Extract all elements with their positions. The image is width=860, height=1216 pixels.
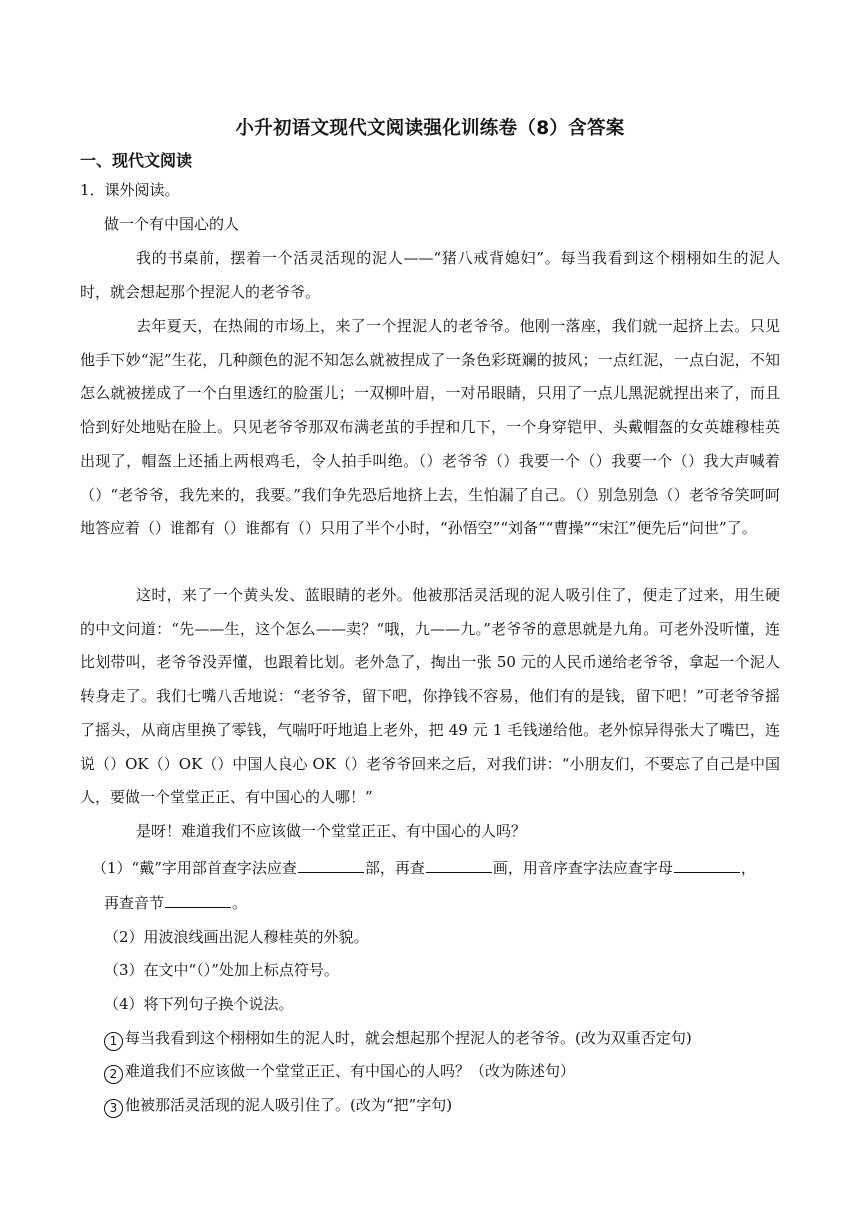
question-1-text-d: ，	[740, 859, 756, 877]
question-label: 1．课外阅读。	[80, 181, 180, 199]
paragraph-3: 这时，来了一个黄头发、蓝眼睛的老外。他被那活灵活现的泥人吸引住了，便走了过来，用生硬的中文问道：“先——生，这个怎么——卖？“哦，九——九。”老爷爷的意思就是九角。可老外没听懂，连比划带叫，老爷爷没弄懂，也跟着比划。老外急了，掏出一张 50 元的人民币递给老爷爷，拿起一个泥人转身走了。我们七嘴八舌地说：“老爷爷，留下吧，你挣钱不容易，他们有的是钱，留下吧！”可老爷爷摇了摇头，从商店里换了零钱，气喘吁吁地追上老外，把 49 元 1 毛钱递给他。老外惊异得张大了嘴巴，连说（）OK（）OK（）中国人良心 OK（）老爷爷回来之后，对我们讲：“小朋友们，不要忘了自己是中国人，要做一个堂堂正正、有中国心的人哪！”	[80, 586, 780, 807]
article-title: 做一个有中国心的人	[104, 215, 240, 233]
sub-item	[104, 1095, 452, 1118]
section-heading: 一、现代文阅读	[80, 151, 193, 170]
question-1-line-2	[104, 893, 247, 913]
question-1-text-b: 部，再查	[364, 859, 425, 877]
paragraph-2: 去年夏天，在热闹的市场上，来了一个捏泥人的老爷爷。他刚一落座，我们就一起挤上去。只见他手下妙“泥”生花，几种颜色的泥不知怎么就被捏成了一条色彩斑斓的披风；一点红泥，一点白泥，不知怎么就被搓成了一个白里透红的脸蛋儿；一双柳叶眉，一对吊眼睛，只用了一点儿黑泥就捏出来了，而且恰到好处地贴在脸上。只见老爷爷那双布满老茧的手捏和几下，一个身穿铠甲、头戴帽盔的女英雄穆桂英出现了，帽盔上还插上两根鸡毛，令人拍手叫绝。（）老爷爷（）我要一个（）我要一个（）我大声喊着（）“老爷爷，我先来的，我要。”我们争先恐后地挤上去，生怕漏了自己。（）别急别急（）老爷爷笑呵呵地答应着（）谁都有（）谁都有（）只用了半个小时，“孙悟空”“刘备”“曹操”“宋江”便先后“问世”了。	[80, 317, 780, 538]
answer-blank[interactable]	[426, 858, 492, 873]
circled-number: 3	[104, 1099, 123, 1118]
paragraph-4: 是呀！难道我们不应该做一个堂堂正正、有中国心的人吗？	[136, 822, 527, 840]
paragraph-1: 我的书桌前，摆着一个活灵活现的泥人——“猪八戒背媳妇”。每当我看到这个栩栩如生的泥人时，就会想起那个捏泥人的老爷爷。	[80, 249, 780, 301]
question-1-text-f: 。	[232, 894, 248, 912]
circled-number: 1	[104, 1032, 123, 1051]
sub-item-text: 每当我看到这个栩栩如生的泥人时，就会想起那个捏泥人的老爷爷。(改为双重否定句)	[125, 1029, 692, 1047]
question-4: （4）将下列句子换个说法。	[104, 995, 294, 1013]
sub-item-text: 他被那活灵活现的泥人吸引住了。(改为“把”字句)	[125, 1096, 453, 1114]
question-1-text-e: 再查音节	[104, 894, 165, 912]
answer-blank[interactable]	[298, 858, 364, 873]
answer-blank[interactable]	[674, 858, 740, 873]
answer-blank[interactable]	[165, 893, 231, 908]
sub-item	[104, 1028, 692, 1051]
sub-item	[104, 1061, 575, 1084]
sub-item-text: 难道我们不应该做一个堂堂正正、有中国心的人吗？（改为陈述句）	[125, 1062, 576, 1080]
question-1-line-1	[92, 858, 756, 878]
question-1-text-a: （1）“戴”字用部首查字法应查	[92, 859, 297, 877]
question-1-text-c: 画，用音序查字法应查字母	[492, 859, 673, 877]
circled-number: 2	[104, 1065, 123, 1084]
question-3: （3）在文中“（）”处加上标点符号。	[104, 961, 339, 979]
question-2: （2）用波浪线画出泥人穆桂英的外貌。	[104, 928, 369, 946]
page-title: 小升初语文现代文阅读强化训练卷（8）含答案	[235, 118, 625, 139]
